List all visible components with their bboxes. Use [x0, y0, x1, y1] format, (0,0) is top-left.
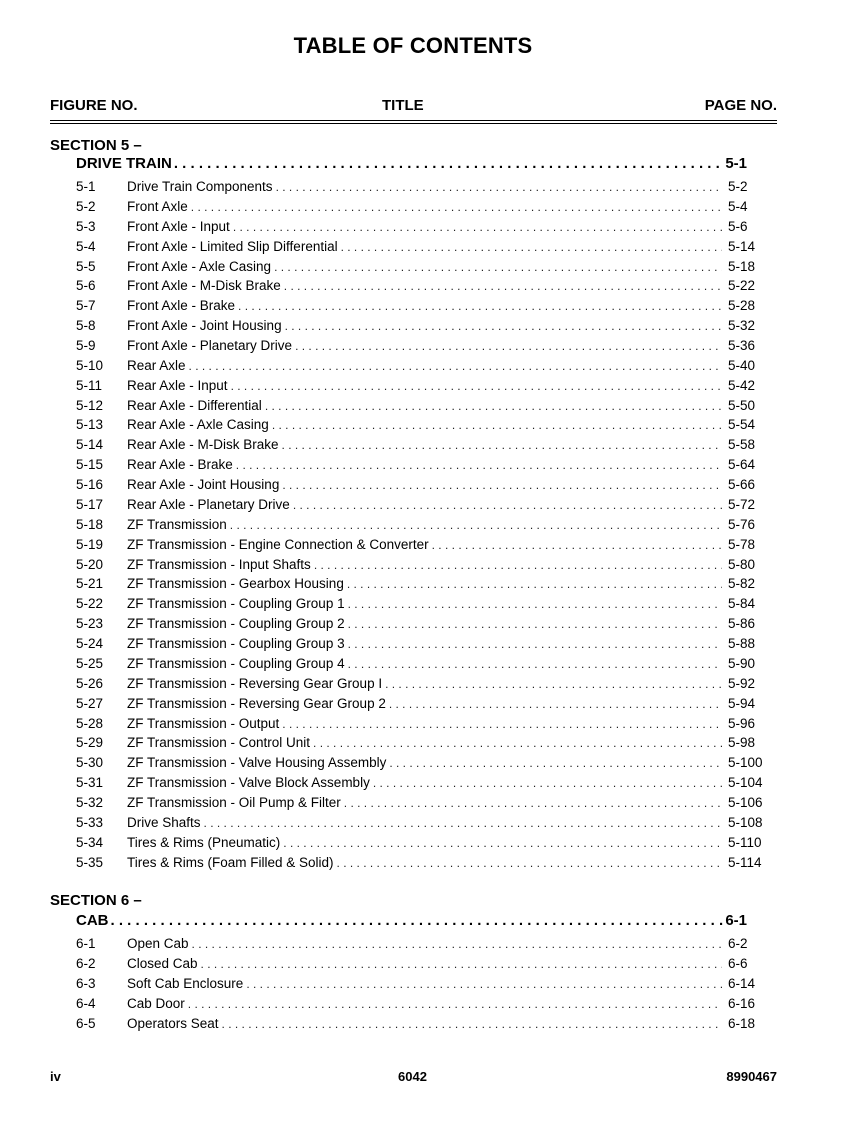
toc-entry[interactable] — [76, 975, 766, 993]
entry-body — [127, 675, 722, 693]
section-page: 6-1 — [725, 912, 747, 929]
entry-title: ZF Transmission - Reversing Gear Group I — [127, 675, 383, 691]
entry-page: 5-106 — [728, 795, 763, 810]
entry-body — [127, 635, 722, 653]
dot-leader — [282, 436, 722, 454]
figure-number: 5-35 — [76, 854, 104, 870]
section-heading[interactable] — [76, 155, 747, 175]
figure-number: 5-23 — [76, 616, 104, 632]
entry-title: Rear Axle - Axle Casing — [127, 417, 269, 433]
dot-leader — [341, 238, 722, 256]
figure-number: 5-28 — [76, 715, 104, 731]
entry-page: 5-42 — [728, 377, 756, 393]
dot-leader — [348, 595, 722, 613]
page-footer — [50, 1069, 777, 1087]
toc-entry[interactable] — [76, 258, 766, 276]
toc-entry[interactable] — [76, 955, 766, 973]
dot-leader — [282, 476, 722, 494]
entry-page: 5-4 — [728, 198, 748, 214]
entry-page: 5-90 — [728, 655, 756, 671]
section-name: DRIVE TRAIN — [76, 155, 172, 172]
figure-number: 5-14 — [76, 437, 104, 453]
entry-page: 5-98 — [728, 735, 756, 751]
toc-entry[interactable] — [76, 317, 766, 335]
entry-page: 5-72 — [728, 496, 756, 512]
toc-entry[interactable] — [76, 754, 766, 772]
figure-number: 5-4 — [76, 238, 96, 254]
dot-leader — [348, 615, 722, 633]
figure-number: 5-25 — [76, 655, 104, 671]
entry-body — [127, 536, 722, 554]
section-label: SECTION 5 – — [50, 137, 142, 154]
entry-page: 5-94 — [728, 695, 756, 711]
entry-title: ZF Transmission - Engine Connection & Converter — [127, 536, 429, 552]
entry-title: Front Axle - Input — [127, 218, 230, 234]
toc-entry[interactable] — [76, 595, 766, 613]
toc-entry[interactable] — [76, 695, 766, 713]
figure-number: 5-8 — [76, 318, 96, 334]
figure-number: 5-30 — [76, 755, 104, 771]
dot-leader — [236, 456, 722, 474]
dot-leader — [385, 675, 722, 693]
entry-title: Rear Axle - Planetary Drive — [127, 496, 290, 512]
entry-page: 5-64 — [728, 457, 756, 473]
figure-number: 5-9 — [76, 338, 96, 353]
figure-number: 5-17 — [76, 496, 104, 512]
entry-page: 5-80 — [728, 556, 756, 572]
entry-body — [127, 456, 722, 474]
figure-number: 5-18 — [76, 516, 104, 532]
entry-page: 6-14 — [728, 975, 756, 991]
toc-entry[interactable] — [76, 1015, 766, 1033]
entry-title: ZF Transmission - Output — [127, 715, 280, 731]
dot-leader — [192, 935, 722, 953]
dot-leader — [293, 496, 722, 514]
entry-title: ZF Transmission - Valve Housing Assembly — [127, 755, 387, 771]
dot-leader — [348, 635, 722, 653]
figure-number: 5-26 — [76, 675, 104, 691]
footer-model: 6042 — [398, 1069, 427, 1084]
dot-leader — [285, 317, 722, 335]
dot-leader — [111, 912, 724, 929]
entry-page: 5-110 — [728, 834, 762, 850]
figure-no-header: FIGURE NO. — [50, 97, 138, 114]
entry-body — [127, 556, 722, 574]
page-no-header: PAGE NO. — [704, 97, 777, 114]
figure-number: 5-27 — [76, 695, 104, 711]
entry-body — [127, 297, 722, 315]
toc-entry[interactable] — [76, 995, 766, 1013]
entry-page: 5-78 — [728, 536, 756, 552]
entry-title: ZF Transmission - Gearbox Housing — [127, 576, 344, 592]
entry-page: 6-2 — [728, 936, 748, 951]
entry-title: ZF Transmission - Control Unit — [127, 735, 311, 751]
toc-entry[interactable] — [76, 794, 766, 812]
figure-number: 5-21 — [76, 576, 104, 592]
entry-body — [127, 655, 722, 673]
dot-leader — [276, 178, 722, 196]
figure-number: 5-10 — [76, 357, 104, 373]
toc-entry[interactable] — [76, 456, 766, 474]
section-label: SECTION 6 – — [50, 892, 142, 909]
entry-title: Operators Seat — [127, 1015, 219, 1031]
entry-body — [127, 377, 722, 395]
entry-body — [127, 198, 722, 216]
entry-title: Front Axle - Joint Housing — [127, 318, 282, 334]
entry-page: 6-6 — [728, 955, 748, 971]
entry-page: 5-2 — [728, 179, 748, 194]
entry-body — [127, 277, 722, 295]
toc-entry[interactable] — [76, 297, 766, 315]
dot-leader — [373, 774, 722, 792]
figure-number: 5-19 — [76, 536, 104, 552]
toc-entry[interactable] — [76, 516, 766, 534]
figure-number: 5-13 — [76, 417, 104, 433]
figure-number: 6-4 — [76, 995, 96, 1011]
footer-doc-number: 8990467 — [726, 1069, 777, 1084]
figure-number: 5-29 — [76, 735, 104, 751]
entry-body — [127, 995, 722, 1013]
toc-entry[interactable] — [76, 436, 766, 454]
figure-number: 5-33 — [76, 814, 104, 830]
entry-title: ZF Transmission - Coupling Group 3 — [127, 636, 345, 651]
figure-number: 6-1 — [76, 936, 96, 951]
entry-title: Tires & Rims (Foam Filled & Solid) — [127, 854, 334, 870]
entry-title: ZF Transmission — [127, 516, 227, 532]
toc-entry[interactable] — [76, 416, 766, 434]
figure-number: 6-2 — [76, 955, 96, 971]
entry-body — [127, 575, 722, 593]
entry-body — [127, 834, 722, 852]
dot-leader — [313, 734, 722, 752]
dot-leader — [314, 556, 722, 574]
dot-leader — [265, 397, 722, 415]
toc-entry[interactable] — [76, 377, 766, 395]
dot-leader — [295, 337, 722, 355]
toc-entry[interactable] — [76, 238, 766, 256]
entry-title: Closed Cab — [127, 955, 198, 971]
dot-leader — [231, 377, 722, 395]
entry-title: Rear Axle - Joint Housing — [127, 477, 280, 493]
entry-title: ZF Transmission - Oil Pump & Filter — [127, 795, 341, 810]
dot-leader — [222, 1015, 722, 1033]
entry-title: ZF Transmission - Valve Block Assembly — [127, 775, 370, 791]
entry-title: ZF Transmission - Coupling Group 4 — [127, 655, 345, 671]
entry-title: Front Axle - Planetary Drive — [127, 338, 293, 353]
entry-title: ZF Transmission - Input Shafts — [127, 556, 311, 572]
entry-title: Cab Door — [127, 995, 185, 1011]
page-title: TABLE OF CONTENTS — [293, 33, 533, 58]
entry-title: Soft Cab Enclosure — [127, 975, 244, 991]
entry-body — [127, 975, 722, 993]
entry-body — [127, 178, 722, 196]
dot-leader — [347, 575, 722, 593]
entry-title: Rear Axle — [127, 357, 186, 373]
entry-body — [127, 337, 722, 355]
dot-leader — [233, 218, 722, 236]
entry-title: Rear Axle - Input — [127, 377, 228, 393]
dot-leader — [283, 834, 722, 852]
dot-leader — [230, 516, 722, 534]
toc-entry[interactable] — [76, 198, 766, 216]
entry-body — [127, 218, 722, 236]
toc-entry[interactable] — [76, 556, 766, 574]
entry-page: 5-86 — [728, 616, 756, 632]
entry-page: 5-50 — [728, 397, 756, 413]
entry-body — [127, 615, 722, 633]
entry-body — [127, 955, 722, 973]
figure-number: 5-1 — [76, 179, 96, 194]
entry-body — [127, 754, 722, 772]
toc-entry[interactable] — [76, 337, 766, 355]
toc-entry[interactable] — [76, 834, 766, 852]
figure-number: 5-34 — [76, 834, 104, 850]
dot-leader — [389, 754, 722, 772]
entry-title: Front Axle - Brake — [127, 298, 236, 314]
dot-leader — [348, 655, 722, 673]
entry-page: 5-76 — [728, 516, 756, 532]
toc-entry[interactable] — [76, 536, 766, 554]
dot-leader — [337, 854, 722, 872]
entry-page: 5-18 — [728, 258, 756, 274]
figure-number: 5-3 — [76, 218, 96, 234]
entry-body — [127, 794, 722, 812]
entry-page: 5-104 — [728, 775, 763, 791]
toc-entry[interactable] — [76, 277, 766, 295]
entry-page: 6-16 — [728, 995, 756, 1011]
toc-entry[interactable] — [76, 397, 766, 415]
entry-body — [127, 695, 722, 713]
dot-leader — [389, 695, 722, 713]
entry-page: 5-54 — [728, 417, 756, 433]
dot-leader — [272, 416, 722, 434]
figure-number: 5-31 — [76, 775, 104, 791]
dot-leader — [274, 258, 722, 276]
toc-entry[interactable] — [76, 734, 766, 752]
entry-page: 5-32 — [728, 318, 756, 334]
toc-entry[interactable] — [76, 178, 766, 196]
entry-body — [127, 774, 722, 792]
entry-title: Rear Axle - Brake — [127, 457, 233, 473]
entry-page: 5-88 — [728, 636, 756, 651]
toc-entry[interactable] — [76, 635, 766, 653]
dot-leader — [204, 814, 722, 832]
dot-leader — [174, 155, 723, 172]
entry-body — [127, 357, 722, 375]
entry-body — [127, 516, 722, 534]
entry-title: ZF Transmission - Coupling Group 1 — [127, 596, 345, 612]
figure-number: 6-5 — [76, 1015, 96, 1031]
entry-body — [127, 317, 722, 335]
entry-page: 5-40 — [728, 357, 756, 373]
toc-entry[interactable] — [76, 814, 766, 832]
toc-entry[interactable] — [76, 575, 766, 593]
section-name: CAB — [76, 912, 109, 929]
dot-leader — [188, 995, 722, 1013]
toc-entry[interactable] — [76, 476, 766, 494]
entry-page: 5-82 — [728, 576, 756, 592]
toc-entry[interactable] — [76, 935, 766, 953]
section-page: 5-1 — [725, 155, 747, 172]
figure-number: 5-24 — [76, 636, 104, 651]
entry-title: ZF Transmission - Coupling Group 2 — [127, 616, 345, 632]
entry-page: 5-84 — [728, 596, 756, 612]
toc-entry[interactable] — [76, 715, 766, 733]
column-headers — [50, 97, 777, 117]
entry-page: 5-96 — [728, 715, 756, 731]
dot-leader — [246, 975, 722, 993]
section-heading[interactable] — [76, 912, 747, 932]
entry-page: 5-36 — [728, 338, 756, 353]
figure-number: 5-5 — [76, 258, 96, 274]
entry-title: Open Cab — [127, 936, 189, 951]
entry-title: Tires & Rims (Pneumatic) — [127, 834, 281, 850]
title-header: TITLE — [382, 97, 424, 114]
footer-page-number: iv — [50, 1069, 61, 1084]
dot-leader — [238, 297, 722, 315]
entry-body — [127, 1015, 722, 1033]
entry-title: Front Axle - M-Disk Brake — [127, 278, 281, 294]
dot-leader — [189, 357, 722, 375]
entry-page: 5-66 — [728, 477, 756, 493]
figure-number: 5-6 — [76, 278, 96, 294]
toc-entry[interactable] — [76, 655, 766, 673]
entry-body — [127, 935, 722, 953]
figure-number: 6-3 — [76, 975, 96, 991]
entry-body — [127, 436, 722, 454]
figure-number: 5-15 — [76, 457, 104, 473]
entry-page: 5-92 — [728, 675, 756, 691]
entry-body — [127, 814, 722, 832]
figure-number: 5-22 — [76, 596, 104, 612]
entry-page: 5-114 — [728, 854, 762, 870]
entry-page: 5-58 — [728, 437, 756, 453]
figure-number: 5-7 — [76, 298, 96, 314]
entry-body — [127, 258, 722, 276]
dot-leader — [432, 536, 722, 554]
dot-leader — [282, 715, 722, 733]
toc-entry[interactable] — [76, 774, 766, 792]
entry-title: Rear Axle - M-Disk Brake — [127, 437, 279, 453]
entry-body — [127, 715, 722, 733]
dot-leader — [191, 198, 722, 216]
entry-title: Front Axle — [127, 198, 188, 214]
dot-leader — [201, 955, 722, 973]
entry-body — [127, 416, 722, 434]
dot-leader — [284, 277, 722, 295]
entry-page: 5-6 — [728, 218, 748, 234]
figure-number: 5-16 — [76, 477, 104, 493]
toc-entry[interactable] — [76, 615, 766, 633]
figure-number: 5-32 — [76, 795, 104, 810]
dot-leader — [344, 794, 722, 812]
figure-number: 5-12 — [76, 397, 104, 413]
entry-body — [127, 734, 722, 752]
entry-page: 5-28 — [728, 298, 756, 314]
entry-page: 5-14 — [728, 238, 756, 254]
entry-body — [127, 496, 722, 514]
entry-page: 5-100 — [728, 755, 763, 771]
toc-entry[interactable] — [76, 675, 766, 693]
toc-entry[interactable] — [76, 357, 766, 375]
toc-entry[interactable] — [76, 854, 766, 872]
figure-number: 5-20 — [76, 556, 104, 572]
entry-title: ZF Transmission - Reversing Gear Group 2 — [127, 695, 386, 711]
figure-number: 5-11 — [76, 377, 103, 393]
entry-body — [127, 595, 722, 613]
entry-page: 6-18 — [728, 1015, 756, 1031]
entry-title: Front Axle - Limited Slip Differential — [127, 238, 338, 254]
entry-title: Drive Shafts — [127, 814, 201, 830]
entry-body — [127, 238, 722, 256]
header-rule — [50, 120, 777, 124]
entry-page: 5-22 — [728, 278, 756, 294]
entry-title: Front Axle - Axle Casing — [127, 258, 272, 274]
entry-body — [127, 854, 722, 872]
entry-body — [127, 397, 722, 415]
entry-page: 5-108 — [728, 814, 763, 830]
toc-entry[interactable] — [76, 496, 766, 514]
toc-entry[interactable] — [76, 218, 766, 236]
figure-number: 5-2 — [76, 198, 96, 214]
entry-body — [127, 476, 722, 494]
entry-title: Drive Train Components — [127, 179, 273, 194]
entry-title: Rear Axle - Differential — [127, 397, 262, 413]
